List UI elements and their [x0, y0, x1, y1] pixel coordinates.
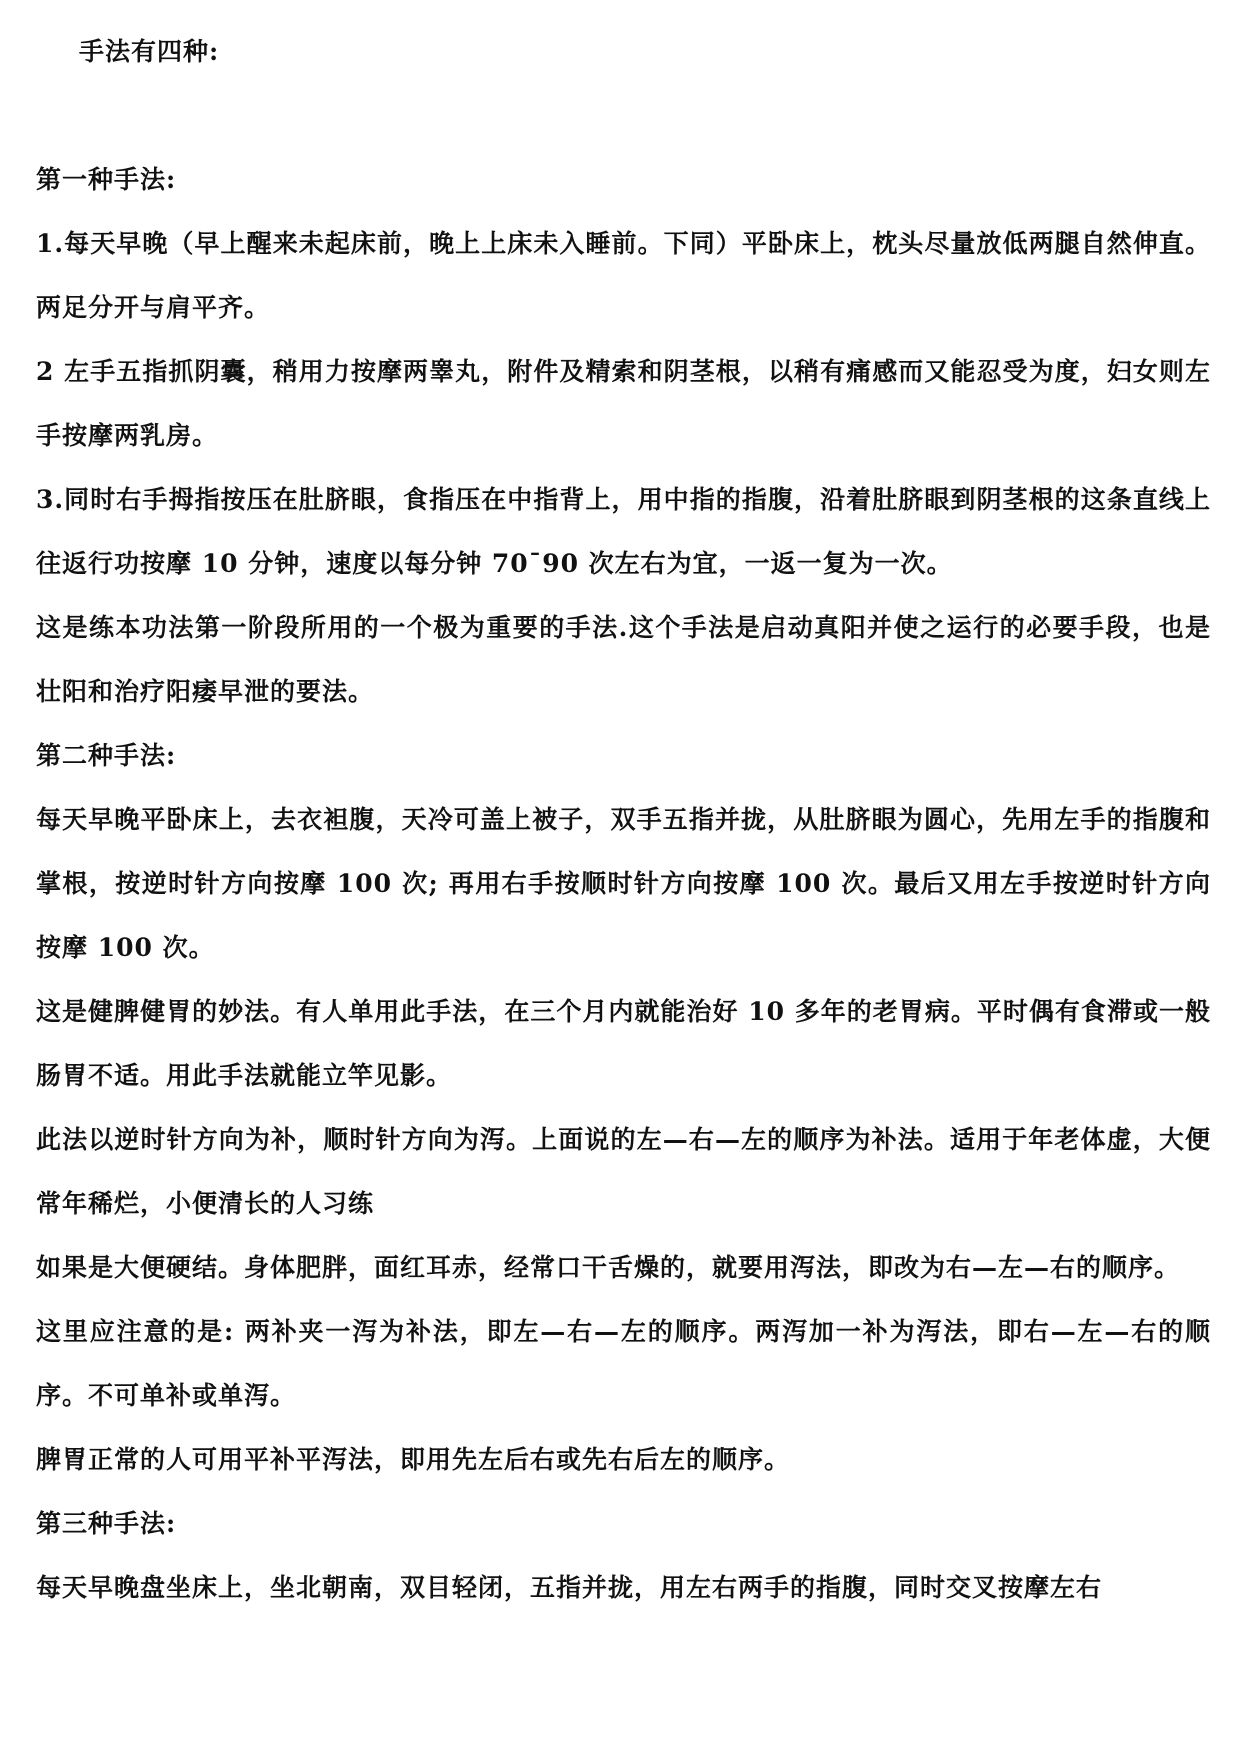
paragraph-method-1-note: 这是练本功法第一阶段所用的一个极为重要的手法.这个手法是启动真阳并使之运行的必要手段，也是壮阳和治疗阳痿早泄的要法。 [36, 613, 1211, 706]
paragraph-method-2-benefit: 这是健脾健胃的妙法。有人单用此手法，在三个月内就能治好 10 多年的老胃病。平时偶有食滞或一般肠胃不适。用此手法就能立竿见影。 [36, 997, 1211, 1090]
heading-method-1: 第一种手法: [36, 165, 177, 194]
paragraph-step-2: 2 左手五指抓阴囊，稍用力按摩两睾丸，附件及精索和阴茎根，以稍有痛感而又能忍受为度，妇女则左手按摩两乳房。 [36, 357, 1211, 450]
paragraph-tonify-method: 此法以逆时针方向为补，顺时针方向为泻。上面说的左—右—左的顺序为补法。适用于年老体虚，大便常年稀烂，小便清长的人习练 [36, 1125, 1211, 1218]
paragraph-reduce-method: 如果是大便硬结。身体肥胖，面红耳赤，经常口干舌燥的，就要用泻法，即改为右—左—右的顺序。 [36, 1253, 1181, 1282]
paragraph-method-2-steps: 每天早晚平卧床上，去衣袒腹，天冷可盖上被子，双手五指并拢，从肚脐眼为圆心，先用左手的指腹和掌根，按逆时针方向按摩 100 次; 再用右手按顺时针方向按摩 100 次。最后又用左手按逆时针方向按摩 100 次。 [36, 805, 1211, 962]
paragraph-caution: 这里应注意的是: 两补夹一泻为补法，即左—右—左的顺序。两泻加一补为泻法，即右—左—右的顺序。不可单补或单泻。 [36, 1317, 1211, 1410]
intro-line: 手法有四种: [79, 37, 220, 66]
document-page [36, 20, 1211, 1620]
paragraph-step-3: 3.同时右手拇指按压在肚脐眼，食指压在中指背上，用中指的指腹，沿着肚脐眼到阴茎根的这条直线上往返行功按摩 10 分钟，速度以每分钟 70¯90 次左右为宜，一返一复为一次。 [36, 485, 1211, 578]
paragraph-step-1: 1.每天早晚（早上醒来未起床前，晚上上床未入睡前。下同）平卧床上，枕头尽量放低两腿自然伸直。两足分开与肩平齐。 [36, 229, 1211, 322]
paragraph-method-3-steps: 每天早晚盘坐床上，坐北朝南，双目轻闭，五指并拢，用左右两手的指腹，同时交叉按摩左右 [36, 1573, 1103, 1602]
heading-method-2: 第二种手法: [36, 741, 177, 770]
heading-method-3: 第三种手法: [36, 1509, 177, 1538]
paragraph-balanced-method: 脾胃正常的人可用平补平泻法，即用先左后右或先右后左的顺序。 [36, 1445, 791, 1474]
